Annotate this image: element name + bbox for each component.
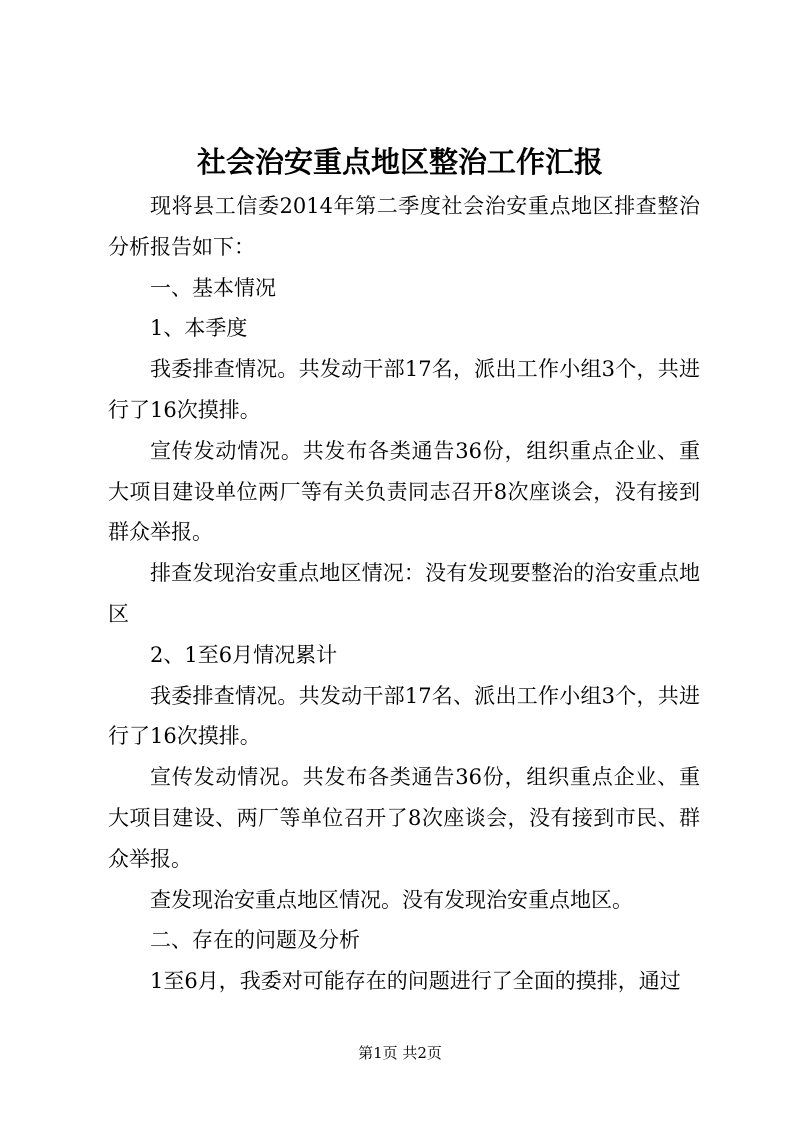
paragraph-findings-cumulative: 查发现治安重点地区情况。没有发现治安重点地区。 bbox=[150, 887, 633, 912]
page-footer: 第1页 共2页 bbox=[358, 1044, 442, 1062]
paragraph-publicity: 宣传发动情况。共发布各类通告36份，组织重点企业、重大项目建设单位两厂等有关负责同志召开8次座谈会，没有接到群众举报。 bbox=[108, 438, 700, 545]
document-title: 社会治安重点地区整治工作汇报 bbox=[196, 145, 603, 179]
paragraph-publicity-cumulative: 宣传发动情况。共发布各类通告36份，组织重点企业、重大项目建设、两厂等单位召开了8次座谈会，没有接到市民、群众举报。 bbox=[108, 765, 700, 871]
paragraph-investigation: 我委排查情况。共发动干部17名，派出工作小组3个，共进行了16次摸排。 bbox=[108, 357, 700, 422]
paragraph-problems: 1至6月，我委对可能存在的问题进行了全面的摸排，通过 bbox=[150, 969, 681, 994]
heading-problems-analysis: 二、存在的问题及分析 bbox=[150, 928, 360, 953]
paragraph-investigation-cumulative: 我委排查情况。共发动干部17名、派出工作小组3个，共进行了16次摸排。 bbox=[108, 683, 700, 749]
heading-basic-situation: 一、基本情况 bbox=[150, 275, 276, 300]
paragraph-intro: 现将县工信委2014年第二季度社会治安重点地区排查整治分析报告如下： bbox=[108, 194, 700, 259]
document-body bbox=[108, 186, 700, 1002]
paragraph-findings: 排查发现治安重点地区情况：没有发现要整治的治安重点地区 bbox=[108, 561, 700, 626]
subheading-cumulative: 2、1至6月情况累计 bbox=[150, 642, 338, 667]
subheading-this-quarter: 1、本季度 bbox=[150, 316, 248, 341]
